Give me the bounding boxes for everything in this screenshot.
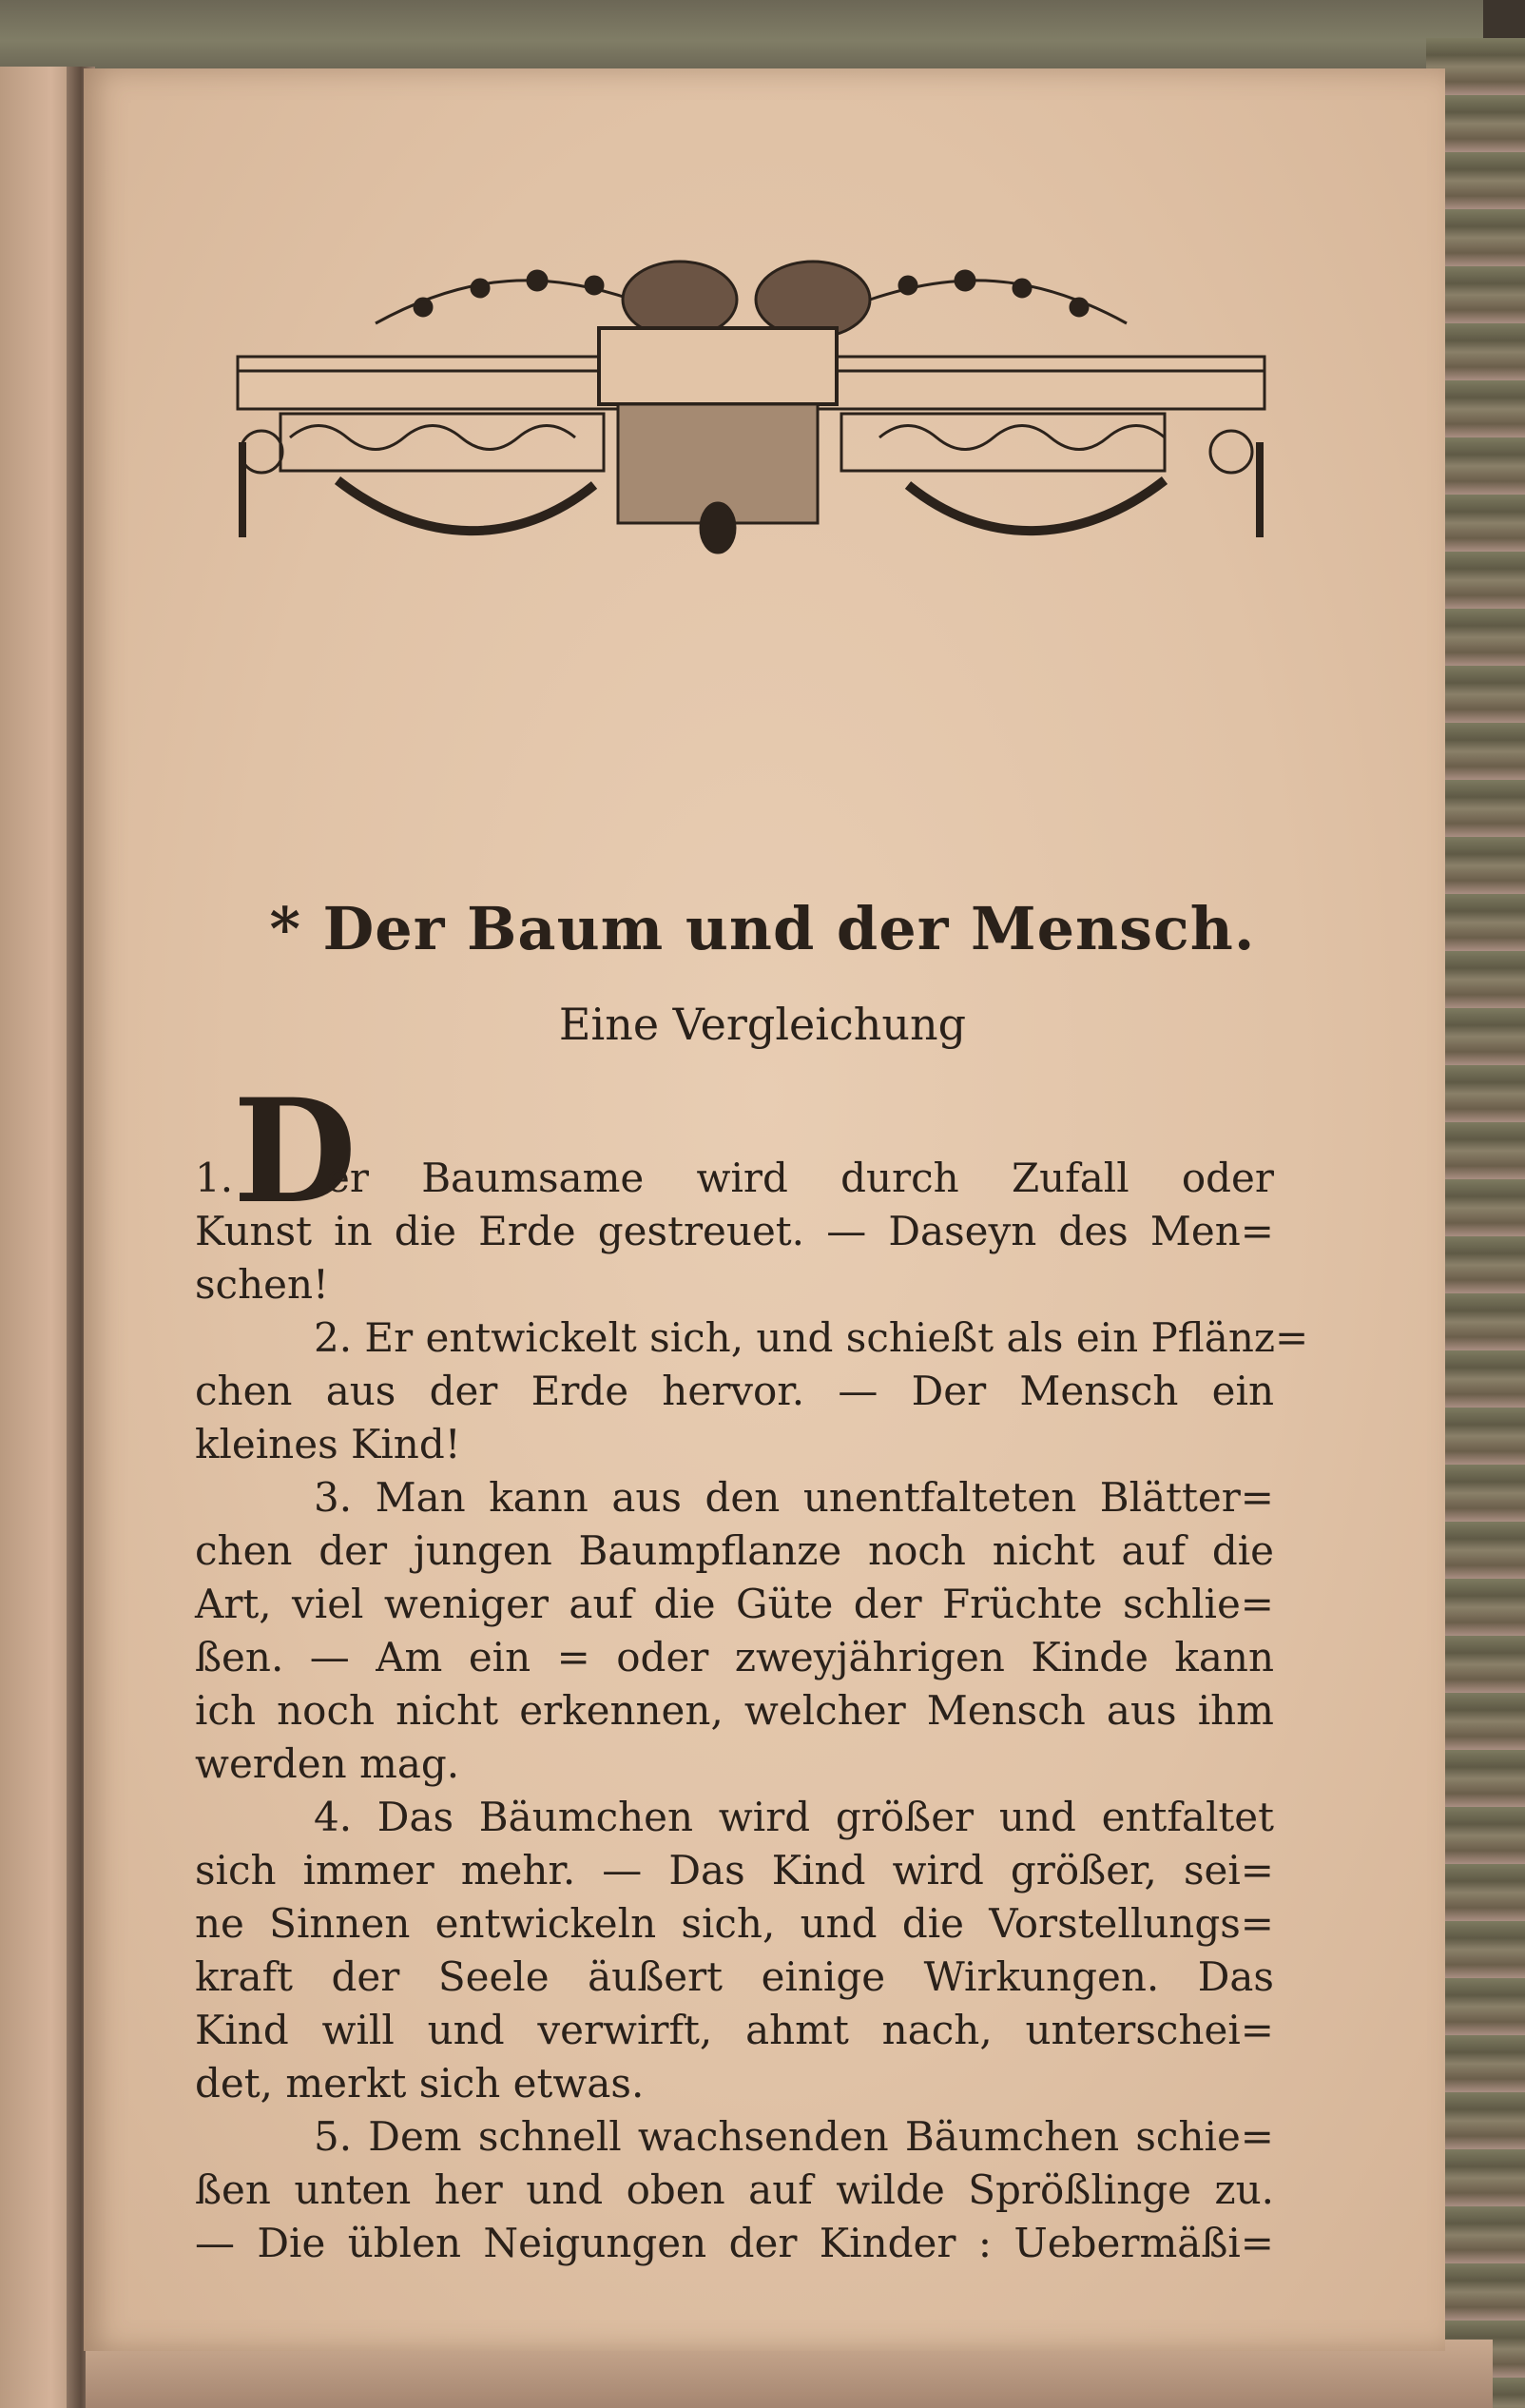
text-line: kleines Kind! [195,1421,461,1467]
text-line: sich immer mehr. — Das Kind wird größer, sei= [195,1847,1274,1893]
text-line: ne Sinnen entwickeln sich, und die Vorstellungs= [195,1900,1274,1947]
ornament-vignette [233,233,1269,556]
paragraph-number: 1. [195,1155,234,1201]
text-line: 4. Das Bäumchen wird größer und entfaltet [314,1794,1274,1840]
text-line: — Die üblen Neigungen der Kinder : Uebermäßi= [195,2220,1274,2266]
drop-cap: D [233,1068,357,1235]
text-line: chen aus der Erde hervor. — Der Mensch ein [195,1368,1274,1414]
page-subtitle: Eine Vergleichung [558,999,967,1050]
text-line: 5. Dem schnell wachsenden Bäumchen schie= [314,2113,1274,2160]
body-text [195,1068,1309,2270]
text-line: 2. Er entwickelt sich, und schießt als ein Pflänz= [314,1314,1309,1361]
text-line: Art, viel weniger auf die Güte der Früchte schlie= [195,1581,1274,1627]
text-line: ich noch nicht erkennen, welcher Mensch aus ihm [195,1687,1274,1734]
text-line: ßen. — Am ein = oder zweyjährigen Kinde kann [195,1634,1274,1680]
text-line: chen der jungen Baumpflanze noch nicht auf die [195,1527,1274,1574]
text-line: Kind will und verwirft, ahmt nach, unterschei= [195,2007,1274,2053]
text-line: werden mag. [195,1740,460,1787]
text-line: schen! [195,1261,329,1308]
text-line: er Baumsame wird durch Zufall oder [326,1155,1274,1201]
page-title: * Der Baum und der Mensch. [269,894,1256,963]
text-line: det, merkt sich etwas. [195,2060,645,2107]
ornament-vignette-graphic [233,233,1269,556]
text-line: kraft der Seele äußert einige Wirkungen. Das [195,1953,1274,2000]
text-line: ßen unten her und oben auf wilde Sprößlinge zu. [195,2166,1274,2213]
text-line: Kunst in die Erde gestreuet. — Daseyn des Men= [195,1208,1274,1254]
text-line: 3. Man kann aus den unentfalteten Blätter= [314,1474,1274,1521]
